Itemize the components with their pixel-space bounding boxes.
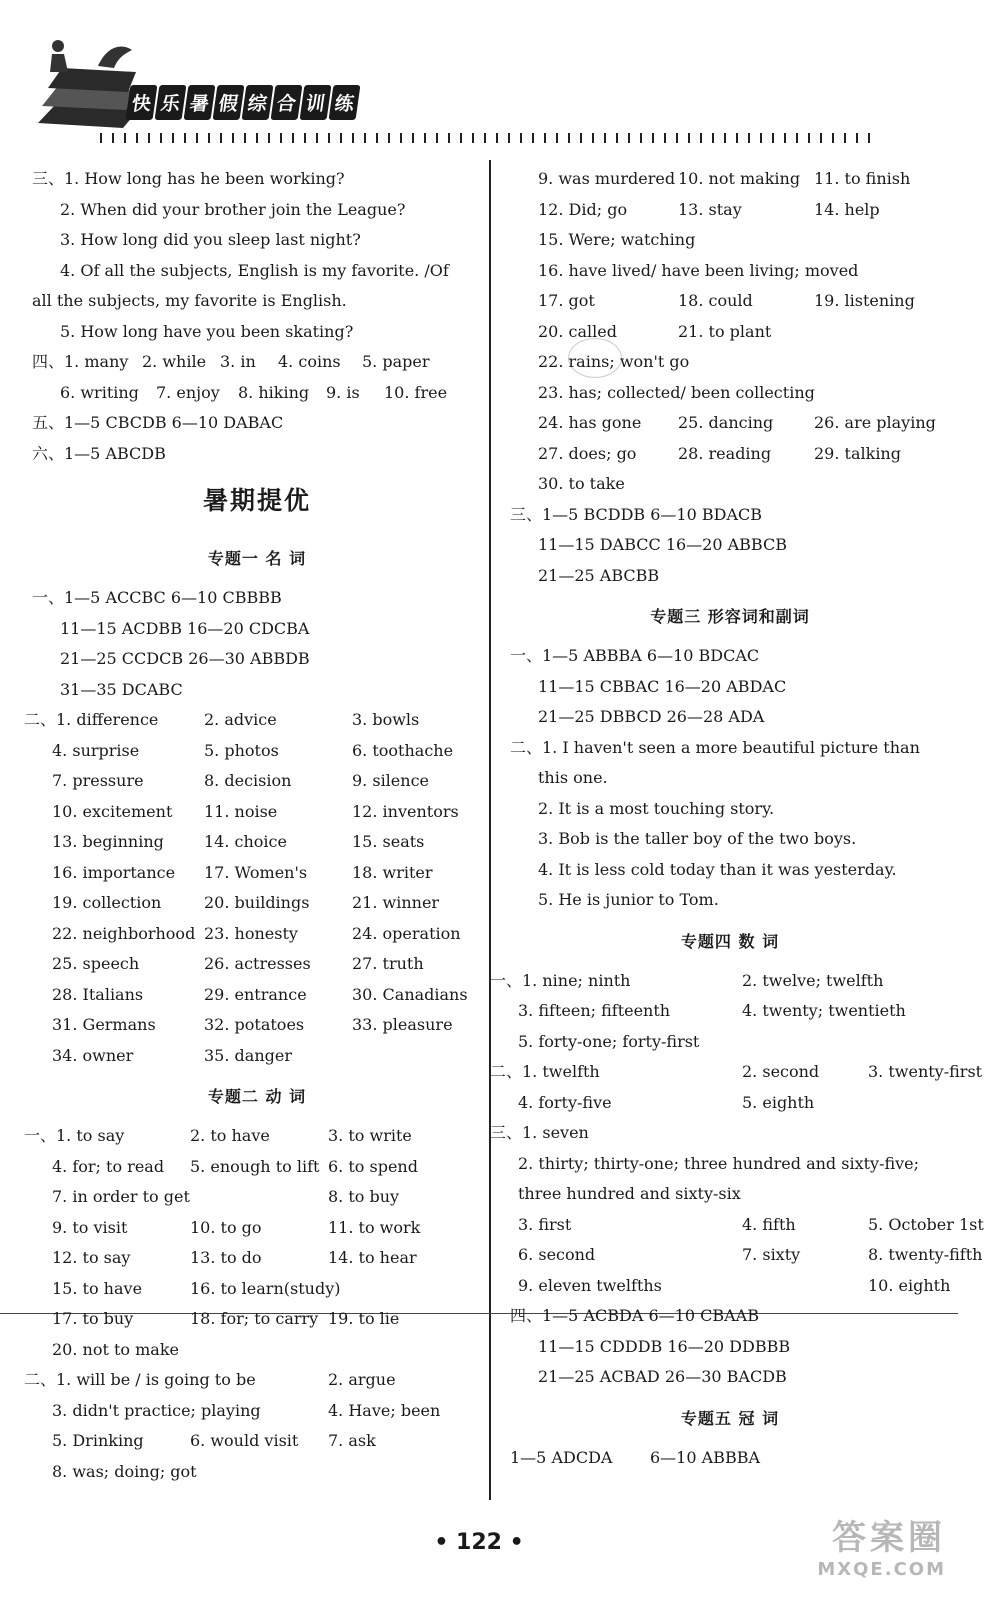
answer-cell: 6. second xyxy=(518,1245,596,1264)
answer-cell: 23. honesty xyxy=(204,923,298,943)
answer-row xyxy=(32,1152,482,1183)
answer-cell: 14. to hear xyxy=(328,1248,417,1267)
answer-cell: 5. forty-one; forty-first xyxy=(518,1031,700,1051)
answer-row xyxy=(32,888,482,919)
answer-row xyxy=(490,966,950,997)
answer-cell: 7. ask xyxy=(328,1431,376,1450)
answer-cell: three hundred and sixty-six xyxy=(518,1184,741,1203)
answer-row xyxy=(24,1121,482,1152)
answer-cell: 6. writing xyxy=(60,382,139,402)
answer-cell: 16. have lived/ have been living; moved xyxy=(538,260,859,280)
answer-cell: 四、1. many xyxy=(32,352,129,371)
answer-cell: 8. to buy xyxy=(328,1187,400,1206)
answer-cell: 2. thirty; thirty-one; three hundred and sixty-five; xyxy=(518,1153,920,1173)
answer-row xyxy=(32,949,482,980)
answer-cell: 3. didn't practice; playing xyxy=(52,1400,261,1420)
answer-cell: 7. in order to get xyxy=(52,1187,190,1206)
answer-cell: 25. dancing xyxy=(678,413,774,432)
answer-row xyxy=(32,1010,482,1041)
answer-row xyxy=(32,766,482,797)
answer-row xyxy=(510,225,950,256)
answer-cell: 3. to write xyxy=(328,1126,412,1145)
answer-cell: 34. owner xyxy=(52,1045,134,1065)
answer-line: 2. It is a most touching story. xyxy=(538,798,775,818)
answer-line: 五、1—5 CBCDB 6—10 DABAC xyxy=(32,413,284,432)
answer-cell: 22. neighborhood xyxy=(52,923,196,943)
answer-line: 11—15 DABCC 16—20 ABBCB xyxy=(538,535,787,554)
answer-row xyxy=(510,1443,950,1474)
answer-cell: 7. sixty xyxy=(742,1245,801,1264)
topic4-answer-table xyxy=(490,966,984,1302)
answer-cell: 11. noise xyxy=(204,801,278,821)
answer-cell: 17. Women's xyxy=(204,862,308,882)
answer-cell: 4. forty-five xyxy=(518,1092,612,1112)
answer-row xyxy=(510,1027,950,1058)
answer-cell: 2. while xyxy=(142,352,207,371)
answer-line: all the subjects, my favorite is English. xyxy=(32,291,347,310)
answer-row xyxy=(510,439,950,470)
answer-cell: 5. paper xyxy=(362,352,430,371)
answer-cell: 20. called xyxy=(538,321,617,341)
banner-char: 乐 xyxy=(155,85,187,120)
answer-cell: 2. argue xyxy=(328,1370,396,1389)
answer-cell: 12. inventors xyxy=(352,801,459,821)
answer-cell: 25. speech xyxy=(52,954,140,973)
answer-row xyxy=(24,705,482,736)
answer-line: 21—25 ACBAD 26—30 BACDB xyxy=(538,1367,787,1386)
answer-cell: 14. choice xyxy=(204,832,287,851)
answer-cell: 24. operation xyxy=(352,923,461,943)
answer-row xyxy=(510,1240,983,1271)
topic-heading: 专题二 动 词 xyxy=(207,1087,307,1106)
answer-cell: 13. beginning xyxy=(52,832,164,851)
banner-char: 假 xyxy=(213,85,245,120)
answer-cell: 27. does; go xyxy=(538,443,637,463)
watermark-url: MXQE.COM xyxy=(817,1559,946,1580)
answer-row xyxy=(32,1041,482,1072)
answer-cell: 18. could xyxy=(678,291,753,310)
answer-cell: 5. photos xyxy=(204,740,279,760)
answer-cell: 5. enough to lift xyxy=(190,1156,320,1176)
answer-cell: 17. to buy xyxy=(52,1309,134,1328)
answer-cell: 20. buildings xyxy=(204,893,310,912)
right-column xyxy=(490,164,984,1473)
answer-cell: 15. Were; watching xyxy=(538,230,696,249)
answer-cell: 5. eighth xyxy=(742,1092,815,1112)
answer-cell: 12. to say xyxy=(52,1248,131,1267)
answer-row xyxy=(32,1335,482,1366)
answer-line: 四、1—5 ACBDA 6—10 CBAAB xyxy=(510,1306,759,1325)
answer-line: 21—25 ABCBB xyxy=(538,565,660,585)
answer-cell: 7. enjoy xyxy=(156,382,220,402)
watermark-logo-text: 答案圈 xyxy=(832,1518,946,1558)
answer-cell: 10. eighth xyxy=(868,1275,951,1295)
answer-cell: 8. decision xyxy=(204,771,292,790)
answer-cell: 5. Drinking xyxy=(52,1431,144,1450)
banner-char: 练 xyxy=(329,85,361,120)
answer-cell: 20. not to make xyxy=(52,1339,180,1359)
answer-cell: 6. would visit xyxy=(190,1431,299,1450)
answer-line: 二、1. I haven't seen a more beautiful picture than xyxy=(510,737,920,757)
answer-row xyxy=(510,1088,950,1119)
answer-cell: 35. danger xyxy=(204,1045,292,1065)
answer-cell: 2. second xyxy=(742,1062,820,1081)
answer-cell: 4. twenty; twentieth xyxy=(742,1001,906,1020)
answer-row xyxy=(32,378,482,409)
watermark xyxy=(746,1510,946,1590)
topic2-answer-table xyxy=(24,1121,482,1487)
banner-char: 合 xyxy=(271,85,303,120)
answer-cell: 29. talking xyxy=(814,443,901,463)
answer-cell: 17. got xyxy=(538,291,595,310)
answer-row xyxy=(32,347,482,378)
left-column xyxy=(24,164,482,1487)
answer-cell: 19. listening xyxy=(814,291,915,310)
answer-line: 3. How long did you sleep last night? xyxy=(60,230,361,249)
answer-row xyxy=(510,1179,950,1210)
answer-cell: 3. bowls xyxy=(352,710,420,729)
answer-cell: 13. stay xyxy=(678,199,742,219)
answer-line: 11—15 CDDDB 16—20 DDBBB xyxy=(538,1336,791,1356)
answer-row xyxy=(510,1271,950,1302)
answer-cell: 3. fifteen; fifteenth xyxy=(518,1001,671,1020)
answer-row xyxy=(32,797,482,828)
answer-cell: 9. was murdered xyxy=(538,169,676,188)
answer-line: 5. He is junior to Tom. xyxy=(538,890,719,909)
answer-row xyxy=(32,919,482,950)
answer-cell: 9. eleven twelfths xyxy=(518,1275,662,1295)
answer-row xyxy=(24,1365,482,1396)
answer-cell: 14. help xyxy=(814,199,880,219)
answer-cell: 24. has gone xyxy=(538,413,642,432)
answer-row xyxy=(510,1210,984,1241)
answer-row xyxy=(32,858,482,889)
answer-line: 一、1—5 ABBBA 6—10 BDCAC xyxy=(510,646,760,665)
page-number: • 122 • xyxy=(434,1530,524,1555)
answer-cell: 30. to take xyxy=(538,474,625,493)
answer-cell: 30. Canadians xyxy=(352,984,468,1004)
topic1-word-table xyxy=(24,705,482,1071)
answer-row xyxy=(32,827,482,858)
answer-cell: 6—10 ABBBA xyxy=(650,1447,761,1467)
answer-cell: 9. silence xyxy=(352,771,429,790)
answer-cell: 11. to finish xyxy=(814,169,911,188)
answer-cell: 5. October 1st xyxy=(868,1214,984,1234)
answer-line: 六、1—5 ABCDB xyxy=(32,443,166,463)
answer-cell: 26. are playing xyxy=(814,413,936,432)
answer-row xyxy=(510,469,950,500)
answer-cell: 10. to go xyxy=(190,1217,262,1237)
header-banner xyxy=(128,82,360,122)
topic2-answer-table-continued xyxy=(510,164,950,500)
answer-cell: 21. winner xyxy=(352,893,440,912)
answer-cell: 9. is xyxy=(326,382,360,402)
answer-cell: 6. toothache xyxy=(352,740,454,760)
answer-row xyxy=(32,1274,482,1305)
answer-row xyxy=(32,1243,482,1274)
answer-cell: 26. actresses xyxy=(204,954,311,973)
answer-cell: 8. was; doing; got xyxy=(52,1461,197,1481)
page-header xyxy=(0,0,958,160)
answer-line: 11—15 ACDBB 16—20 CDCBA xyxy=(60,618,310,638)
answer-row xyxy=(32,736,482,767)
answer-line: 4. Of all the subjects, English is my favorite. /Of xyxy=(60,260,449,280)
answer-cell: 16. importance xyxy=(52,862,176,882)
answer-row xyxy=(490,1057,983,1088)
answer-row xyxy=(32,1213,482,1244)
answer-line: 一、1—5 ACCBC 6—10 CBBBB xyxy=(32,588,282,607)
answer-row xyxy=(510,408,950,439)
answer-cell: 11. to work xyxy=(328,1217,421,1237)
answer-cell: 29. entrance xyxy=(204,984,307,1004)
column-divider xyxy=(489,160,491,1500)
answer-line: this one. xyxy=(538,768,608,787)
answer-cell: 12. Did; go xyxy=(538,199,628,219)
answer-cell: 32. potatoes xyxy=(204,1015,305,1034)
header-dotted-divider xyxy=(100,133,880,143)
answer-cell: 4. surprise xyxy=(52,740,140,760)
answer-row xyxy=(510,347,950,378)
left-section-3 xyxy=(32,164,482,347)
answer-cell: 19. to lie xyxy=(328,1309,400,1328)
answer-cell: 3. first xyxy=(518,1214,572,1234)
answer-line: 11—15 CBBAC 16—20 ABDAC xyxy=(538,676,787,696)
answer-line: 5. How long have you been skating? xyxy=(60,321,354,341)
answer-row xyxy=(32,1426,482,1457)
answer-cell: 一、1. nine; ninth xyxy=(490,970,631,990)
answer-row xyxy=(510,1149,950,1180)
answer-cell: 9. to visit xyxy=(52,1217,128,1237)
answer-cell: 4. coins xyxy=(278,352,341,371)
topic-heading: 专题三 形容词和副词 xyxy=(650,607,810,626)
answer-line: 三、1. How long has he been working? xyxy=(32,169,345,188)
answer-line: 3. Bob is the taller boy of the two boys. xyxy=(538,829,857,848)
answer-cell: 21. to plant xyxy=(678,321,772,341)
section-title: 暑期提优 xyxy=(202,486,311,515)
answer-cell: 16. to learn(study) xyxy=(190,1278,341,1298)
answer-cell: 4. fifth xyxy=(742,1214,796,1234)
answer-cell: 33. pleasure xyxy=(352,1015,453,1034)
answer-cell: 15. to have xyxy=(52,1278,143,1298)
answer-cell: 二、1. twelfth xyxy=(490,1062,600,1081)
answer-row xyxy=(32,1304,482,1335)
answer-cell: 18. for; to carry xyxy=(190,1309,319,1328)
banner-char: 训 xyxy=(300,85,332,120)
topic-heading: 专题四 数 词 xyxy=(680,931,780,951)
answer-row xyxy=(32,1457,482,1488)
answer-row xyxy=(510,378,950,409)
answer-row xyxy=(510,996,950,1027)
answer-cell: 2. advice xyxy=(204,710,277,729)
answer-cell: 3. twenty-first xyxy=(868,1062,983,1081)
answer-cell: 19. collection xyxy=(52,893,162,912)
answer-cell: 15. seats xyxy=(352,832,425,851)
answer-row xyxy=(510,256,950,287)
answer-cell: 7. pressure xyxy=(52,771,144,790)
answer-line: 2. When did your brother join the League? xyxy=(60,199,406,219)
answer-line: 4. It is less cold today than it was yesterday. xyxy=(538,859,897,879)
answer-row xyxy=(32,980,482,1011)
answer-line: 21—25 CCDCB 26—30 ABBDB xyxy=(60,649,310,668)
answer-cell: 一、1. to say xyxy=(24,1126,125,1145)
answer-line: 三、1—5 BCDDB 6—10 BDACB xyxy=(510,504,763,524)
answer-cell: 3. in xyxy=(220,352,256,371)
answer-cell: 2. twelve; twelfth xyxy=(742,970,884,990)
answer-cell: 13. to do xyxy=(190,1248,262,1267)
answer-line: 31—35 DCABC xyxy=(60,679,183,699)
topic-heading: 专题一 名 词 xyxy=(207,549,307,568)
answer-row xyxy=(32,1396,482,1427)
answer-cell: 4. for; to read xyxy=(52,1156,165,1176)
answer-cell: 1—5 ADCDA xyxy=(510,1447,613,1467)
answer-cell: 10. excitement xyxy=(52,801,173,821)
answer-cell: 二、1. will be / is going to be xyxy=(24,1370,256,1389)
answer-cell: 2. to have xyxy=(190,1126,270,1145)
answer-cell: 8. hiking xyxy=(238,382,310,402)
answer-cell: 6. to spend xyxy=(328,1156,418,1176)
answer-line: 21—25 DBBCD 26—28 ADA xyxy=(538,707,765,726)
answer-row xyxy=(32,1182,482,1213)
answer-cell: 10. not making xyxy=(678,169,801,188)
answer-cell: 27. truth xyxy=(352,954,424,973)
answer-row xyxy=(510,195,950,226)
answer-cell: 10. free xyxy=(384,382,448,402)
topic-heading: 专题五 冠 词 xyxy=(680,1408,780,1428)
answer-cell: 4. Have; been xyxy=(328,1400,441,1420)
answer-cell: 三、1. seven xyxy=(490,1123,589,1142)
banner-char: 综 xyxy=(242,85,274,120)
answer-cell: 28. Italians xyxy=(52,984,144,1004)
banner-char: 暑 xyxy=(184,85,216,120)
answer-cell: 23. has; collected/ been collecting xyxy=(538,382,815,402)
answer-cell: 8. twenty-fifth xyxy=(868,1245,983,1264)
answer-cell: 28. reading xyxy=(678,443,772,463)
answer-cell: 22. rains; won't go xyxy=(538,352,690,371)
answer-row xyxy=(490,1118,950,1149)
answer-cell: 二、1. difference xyxy=(24,710,159,729)
answer-row xyxy=(510,164,950,195)
answer-cell: 31. Germans xyxy=(52,1015,156,1034)
banner-char: 快 xyxy=(126,85,158,120)
answer-row xyxy=(510,317,950,348)
answer-cell: 18. writer xyxy=(352,862,433,882)
answer-row xyxy=(510,286,950,317)
